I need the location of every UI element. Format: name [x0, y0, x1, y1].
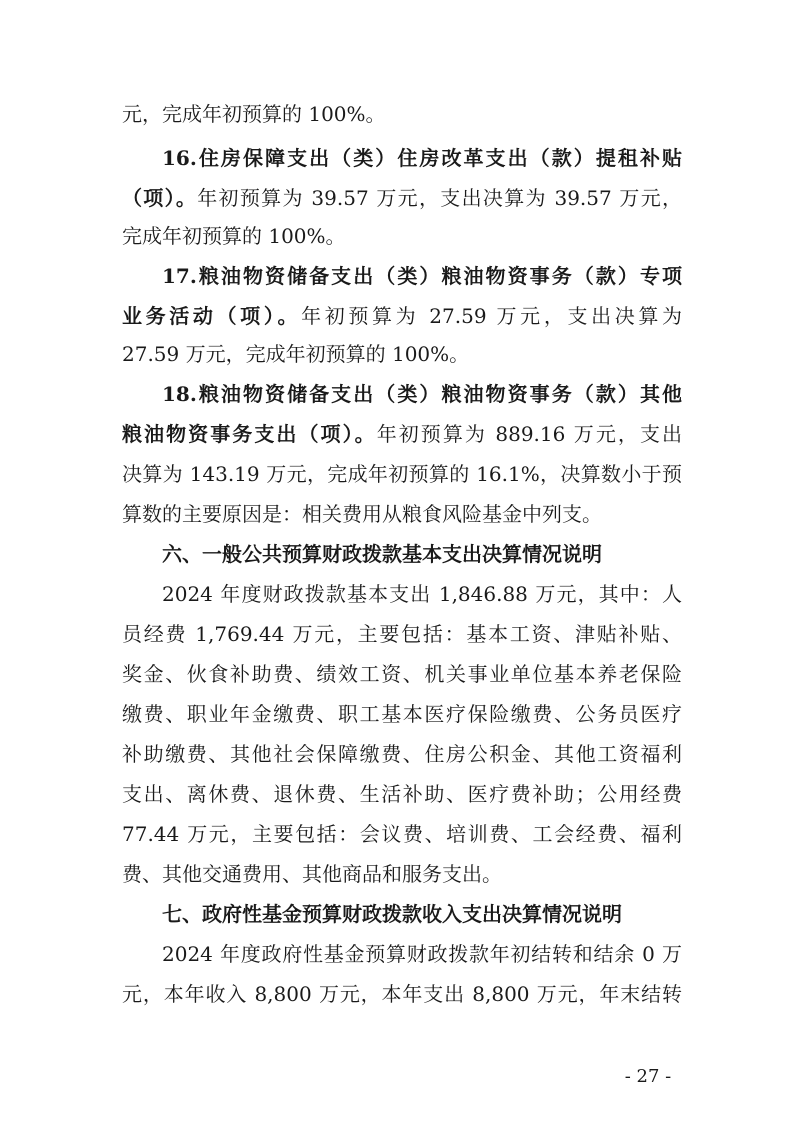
- section-heading-line: [162, 892, 682, 936]
- item-heading-line: [162, 372, 682, 416]
- paragraph-line: [122, 852, 682, 896]
- paragraph-line: [122, 692, 682, 736]
- line-text: 年初预算为 27.59 万元，支出决算为: [301, 304, 682, 328]
- paragraph-line: [122, 214, 682, 258]
- section-heading-6: 六、一般公共预算财政拨款基本支出决算情况说明: [162, 542, 602, 566]
- paragraph-line: [122, 412, 682, 456]
- paragraph-line: [162, 932, 682, 976]
- line-text: 2024 年度政府性基金预算财政拨款年初结转和结余 0 万: [162, 942, 682, 966]
- line-text: 27.59 万元，完成年初预算的 100%。: [122, 342, 470, 366]
- line-text: 补助缴费、其他社会保障缴费、住房公积金、其他工资福利: [122, 742, 682, 766]
- paragraph-line: [122, 612, 682, 656]
- paragraph-line: [122, 772, 682, 816]
- paragraph-line: [122, 92, 682, 136]
- line-text: 77.44 万元，主要包括：会议费、培训费、工会经费、福利: [122, 822, 682, 846]
- line-text: 年初预算为 39.57 万元，支出决算为 39.57 万元，: [197, 186, 682, 210]
- line-text: 费、其他交通费用、其他商品和服务支出。: [122, 862, 502, 886]
- paragraph-line: [122, 972, 682, 1016]
- paragraph-line: [122, 492, 682, 536]
- line-text: 奖金、伙食补助费、绩效工资、机关事业单位基本养老保险: [122, 662, 682, 686]
- line-text: 元，完成年初预算的 100%。: [122, 102, 386, 126]
- paragraph-line: [162, 572, 682, 616]
- paragraph-line: [122, 732, 682, 776]
- item-heading-line: [162, 254, 682, 298]
- item-heading-16: 16.住房保障支出（类）住房改革支出（款）提租补贴: [162, 146, 682, 170]
- line-text: 支出、离休费、退休费、生活补助、医疗费补助；公用经费: [122, 782, 682, 806]
- line-text: 完成年初预算的 100%。: [122, 224, 346, 248]
- line-text: 缴费、职业年金缴费、职工基本医疗保险缴费、公务员医疗: [122, 702, 682, 726]
- item-heading-16-tail: （项）。: [122, 186, 198, 210]
- line-text: 2024 年度财政拨款基本支出 1,846.88 万元，其中：人: [162, 582, 682, 606]
- line-text: 元，本年收入 8,800 万元，本年支出 8,800 万元，年末结转: [122, 982, 682, 1006]
- section-heading-7: 七、政府性基金预算财政拨款收入支出决算情况说明: [162, 902, 622, 926]
- line-text: 决算为 143.19 万元，完成年初预算的 16.1%，决算数小于预: [122, 462, 682, 486]
- paragraph-line: [122, 452, 682, 496]
- item-heading-17: 17.粮油物资储备支出（类）粮油物资事务（款）专项: [162, 264, 682, 288]
- item-heading-17-tail: 业务活动（项）。: [122, 304, 302, 328]
- section-heading-line: [162, 532, 682, 576]
- item-heading-line: [162, 136, 682, 180]
- line-text: 年初预算为 889.16 万元，支出: [376, 422, 682, 446]
- item-heading-18-tail: 粮油物资事务支出（项）。: [122, 422, 377, 446]
- line-text: 员经费 1,769.44 万元，主要包括：基本工资、津贴补贴、: [122, 622, 682, 646]
- paragraph-line: [122, 812, 682, 856]
- paragraph-line: [122, 332, 682, 376]
- paragraph-line: [122, 652, 682, 696]
- item-heading-18: 18.粮油物资储备支出（类）粮油物资事务（款）其他: [162, 382, 682, 406]
- line-text: 算数的主要原因是：相关费用从粮食风险基金中列支。: [122, 502, 602, 526]
- page-number: - 27 -: [624, 1066, 672, 1087]
